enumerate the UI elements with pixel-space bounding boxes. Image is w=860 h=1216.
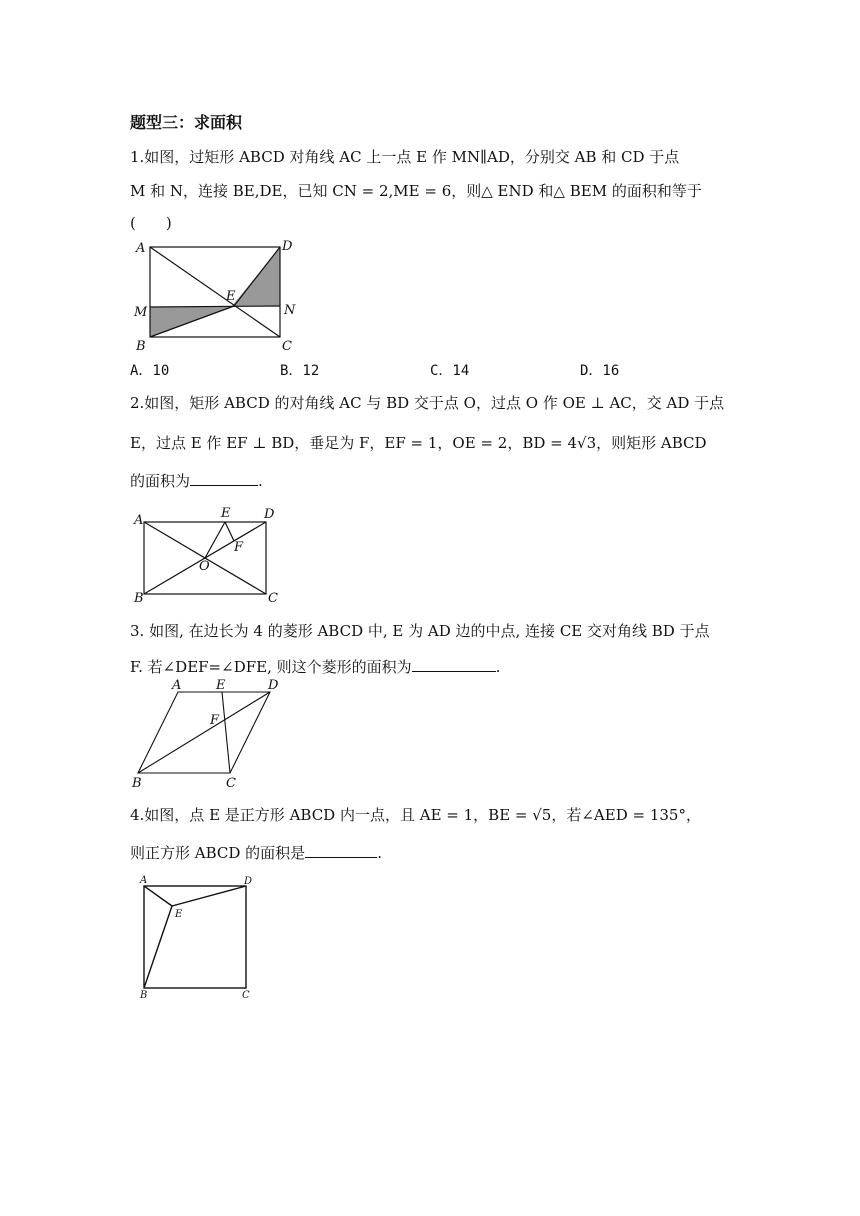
q1-label-c: C [282, 339, 292, 354]
q4-line-1: 4.如图，点 E 是正方形 ABCD 内一点，且 AE = 1，BE = √5，若∠AED = 135°， [130, 806, 701, 824]
q2-label-e: E [221, 506, 231, 521]
q4-segment-ed [172, 886, 246, 906]
q4-label-a: A [140, 875, 148, 886]
q3-label-c: C [226, 776, 236, 791]
q1-label-d: D [282, 239, 293, 254]
q1-line-3: ( ) [130, 214, 172, 232]
section-title: 题型三：求面积 [130, 113, 243, 132]
q2-line-1: 2.如图，矩形 ABCD 的对角线 AC 与 BD 交于点 O，过点 O 作 OE ⊥ AC，交 AD 于点 [130, 394, 725, 412]
q4-label-c: C [242, 990, 250, 1001]
q3-label-a: A [172, 678, 182, 693]
q2-segment-ef [225, 522, 234, 541]
q2-label-b: B [134, 591, 144, 606]
q4-line-2 [130, 842, 382, 864]
q3-line-2-end: . [495, 658, 501, 676]
q3-line-2 [130, 656, 500, 678]
q4-square [144, 886, 246, 988]
q2-label-c: C [268, 591, 278, 606]
q3-line-1: 3. 如图, 在边长为 4 的菱形 ABCD 中, E 为 AD 边的中点, 连接 CE 交对角线 BD 于点 [130, 622, 710, 640]
q1-label-a: A [136, 241, 146, 256]
q4-line-2-end: . [377, 844, 382, 862]
q1-line-1: 1.如图，过矩形 ABCD 对角线 AC 上一点 E 作 MN∥AD，分别交 AB 和 CD 于点 [130, 148, 680, 166]
q1-label-n: N [284, 303, 296, 318]
q3-label-b: B [132, 776, 142, 791]
q3-line-2-text: F. 若∠DEF=∠DFE, 则这个菱形的面积为 [130, 658, 412, 676]
q1-line-2: M 和 N，连接 BE,DE，已知 CN = 2,ME = 6，则△ END 和△ BEM 的面积和等于 [130, 182, 702, 200]
q2-label-d: D [264, 507, 275, 522]
q1-figure [130, 236, 310, 356]
q2-line-3-end: . [258, 472, 263, 490]
q1-option-d[interactable]: D．16 [580, 363, 620, 379]
q4-label-e: E [175, 909, 183, 920]
q2-label-a: A [134, 513, 144, 528]
q2-line-3-text: 的面积为 [130, 472, 191, 490]
q3-label-f: F [210, 713, 220, 728]
q2-line-2: E，过点 E 作 EF ⊥ BD，垂足为 F，EF = 1，OE = 2，BD = 4√3，则矩形 ABCD [130, 434, 707, 452]
q4-figure [130, 870, 260, 1000]
q1-option-b[interactable]: B．12 [280, 363, 320, 379]
q3-segment-ce [222, 692, 230, 773]
q2-label-o: O [199, 559, 210, 574]
q2-answer-blank[interactable] [190, 471, 258, 486]
q3-figure [130, 676, 290, 791]
q4-segment-be [144, 906, 172, 988]
q4-line-2-text: 则正方形 ABCD 的面积是 [130, 844, 306, 862]
q1-label-b: B [136, 339, 146, 354]
q1-option-c[interactable]: C．14 [430, 363, 470, 379]
q2-line-3 [130, 470, 263, 492]
q2-label-f: F [234, 540, 244, 555]
q1-label-m: M [134, 305, 148, 320]
q1-segment-mn [150, 306, 280, 307]
q3-label-e: E [216, 678, 226, 693]
q1-label-e: E [226, 289, 236, 304]
q2-figure [130, 504, 290, 604]
q4-label-d: D [244, 876, 253, 887]
q4-label-b: B [140, 990, 148, 1001]
q4-answer-blank[interactable] [305, 843, 377, 858]
q3-label-d: D [268, 678, 279, 693]
q4-segment-ae [144, 886, 172, 906]
q1-option-a[interactable]: A．10 [130, 363, 170, 379]
q3-answer-blank[interactable] [412, 657, 496, 672]
